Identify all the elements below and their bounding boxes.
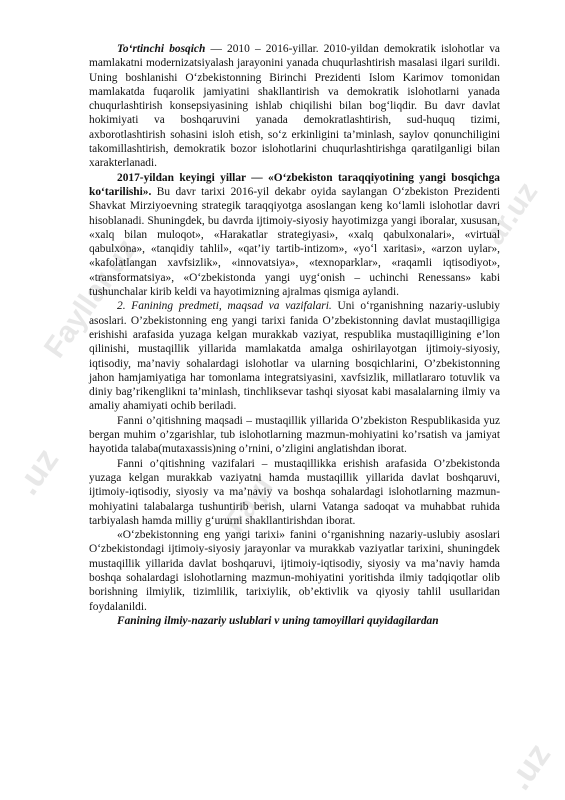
paragraph: «O‘zbekistonning eng yangi tarixi» fanini o‘rganishning nazariy-uslubiy asoslari O‘zbekistondagi ijtimoiy-siyosiy jarayonlar va murakkab vaziyatlar tarixini, shuningdek mustaqillik yillarida davlat boshqaruvi, ijtimoiy-iqtisodiy, siyosiy va ma’naviy hamda boshqa sohalardagi islohotlarning mazmun-mohiyatini yoritishda ilmiy tadqiqotlar olib borishning ilmiylik, tizimlilik, tarixiylik, ob’ektivlik va qiyosiy tahlil usullaridan foydalanildi. [89, 529, 500, 613]
paragraph [89, 614, 500, 628]
section-heading: Fanining ilmiy-nazariy uslublari v uning tamoyillari quyidagilardan [117, 614, 439, 627]
watermark: Fayllar.uz [38, 232, 144, 364]
document-body [89, 42, 500, 628]
section-heading: 2. Fanining predmeti, maqsad va vazifalari. [117, 300, 332, 313]
watermark: .uz [8, 441, 67, 502]
paragraph-text: — 2010 – 2016-yillar. 2010-yildan demokratik islohotlar va mamlakatni modernizatsiyalash jarayonini yanada chuqurlashtirish masalasi ilgari surildi. Uning boshlanishi O‘zbekistonning Birinchi Prezidenti Islom Karimov tomonidan mamlakatda fuqarolik jamiyatini shakllantirish va demokratik islohotlarni yanada chuqurlashtirish konsepsiyasining ishlab chiqilishi bilan bog‘liqdir. Bu davr davlat hokimiyati va boshqaruvini yanada demokratlashtirish, sud-huquq tizimi, axborotlashtirish sohasini isloh etish, so‘z erkinligini ta’minlash, saylov qonunchiligini takomillashtirish, demokratik bozor islohotlarini chuqurlashtirishga qaratilganligi bilan xarakterlanadi. [89, 43, 500, 170]
paragraph: Fanni o’qitishning maqsadi – mustaqillik yillarida O’zbekiston Respublikasida yuz bergan muhim o’zgarishlar, tub islohotlarning mazmun-mohiyatini ko’rsatish va jamiyat hayotida talaba(mutaxassis)ning o’rnini, o’zligini anglatishdan iborat. [89, 414, 500, 456]
paragraph [89, 42, 500, 171]
paragraph [89, 299, 500, 413]
section-heading: 2017-yildan keyingi yillar — «O‘zbekiston taraqqiyotining yangi bosqichga ko‘tarilishi». [89, 171, 500, 198]
paragraph [89, 171, 500, 300]
watermark: .uz [500, 736, 559, 797]
watermark: ar.uz [478, 175, 545, 251]
paragraph: Fanni o’qitishning vazifalari – mustaqillikka erishish arafasida O’zbekistonda yuzaga kelgan murakkab vaziyatni hamda mustaqillik yillarida davlat boshqaruvi, ijtimoiy-iqtisodiy, siyosiy va ma’naviy va boshqa sohalardagi islohotlarning mazmun-mohiyatini talabalarga tushuntirib berish, ularni Vatanga sadoqat va muhabbat ruhida tarbiyalash hamda milliy g‘ururni shakllantirishdan iborat. [89, 457, 500, 527]
watermark: Fayl [218, 470, 280, 539]
paragraph-text: Bu davr tarixi 2016-yil dekabr oyida saylangan O‘zbekiston Prezidenti Shavkat Mirziyoevning strategik taraqqiyotga asoslangan keng ko‘lamli islohotlar davri hisoblanadi. Shuningdek, bu davrda ijtimoiy-siyosiy hayotimizga yangi iboralar, xususan, «xalq bilan muloqot», «Harakatlar strategiyasi», «xalq qabulxonalari», «virtual qabulxona», «tanqidiy tahlil», «qat’iy tartib-intizom», «yo‘l xaritasi», «arzon uylar», «kafolatlangan xavfsizlik», «innovatsiya», «texnoparklar», «raqamli iqtisodiyot», «transformatsiya», «O‘zbekistonda yangi uyg‘onish – uchinchi Renessans» kabi tushunchalar kirib keldi va hayotimizning ajralmas qismiga aylandi. [89, 185, 500, 299]
paragraph-text: Uni o‘rganishning nazariy-uslubiy asoslari. O’zbekistonning eng yangi tarixi fanida O’zbekistonning davlat mustaqilligiga erishishi arafasida yuzaga kelgan murakkab vaziyat, respublika mustaqilligining e’lon qilinishi, mustaqillik yillarida mamlakatda amalga oshirilayotgan ijtimoiy-siyosiy, iqtisodiy, ma’naviy sohalardagi islohotlar va ularning bosqichlarini, O’zbekistonning jahon hamjamiyatiga har tomonlama integratsiyasini, xavfsizlik, millatlararo totuvlik va diniy bag’rikenglikni ta’minlash, tinchliksevar tashqi siyosat kabi masalalarning ilmiy va amaliy ahamiyati ochib beriladi. [89, 300, 500, 413]
section-heading: To‘rtinchi bosqich [117, 43, 206, 55]
